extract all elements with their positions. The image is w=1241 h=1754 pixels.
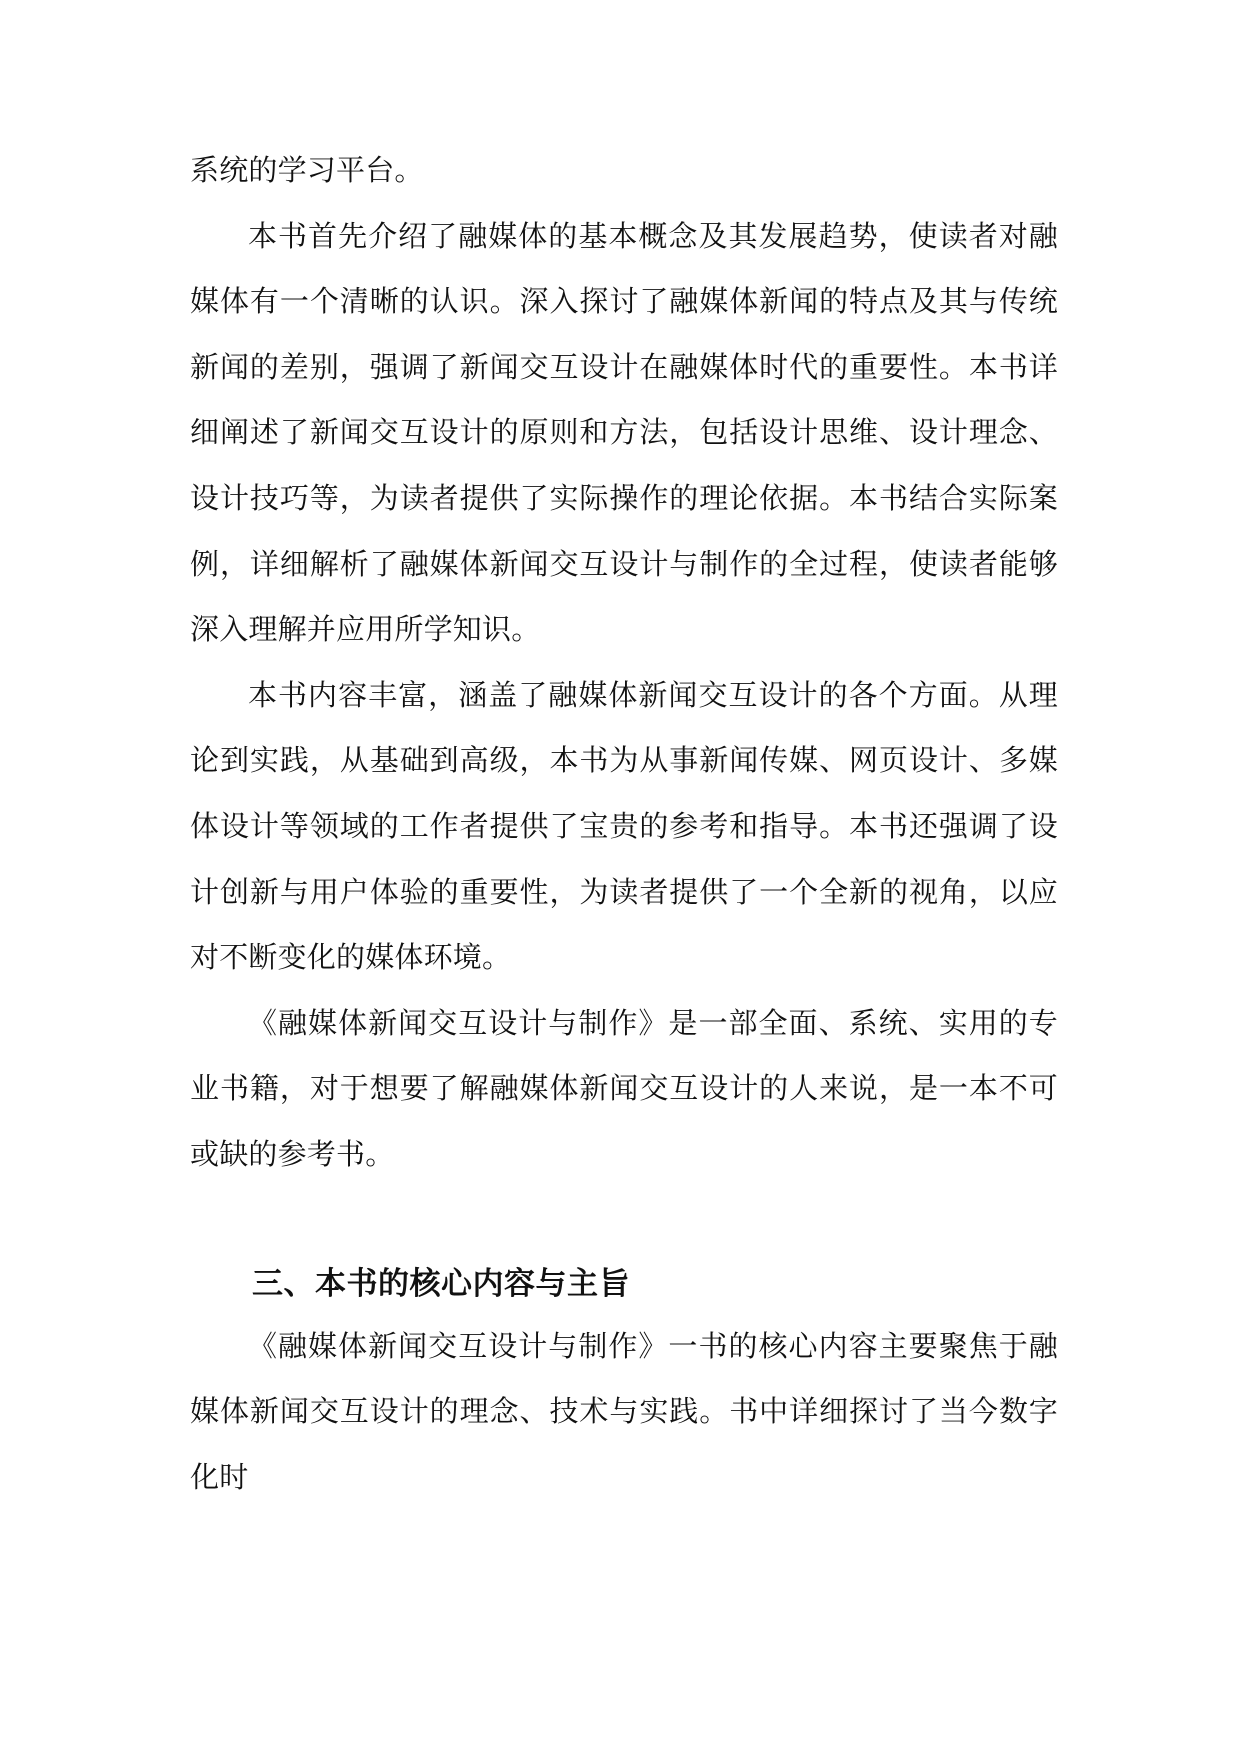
paragraph-book-summary: 《融媒体新闻交互设计与制作》是一部全面、系统、实用的专业书籍，对于想要了解融媒体新闻交互设计的人来说，是一本不可或缺的参考书。: [190, 1005, 1058, 1171]
paragraph-continuation: 系统的学习平台。: [190, 153, 424, 187]
paragraph-core-content: 《融媒体新闻交互设计与制作》一书的核心内容主要聚焦于融媒体新闻交互设计的理念、技术与实践。书中详细探讨了当今数字化时: [190, 1328, 1058, 1494]
paragraph-intro-concepts: 本书首先介绍了融媒体的基本概念及其发展趋势，使读者对融媒体有一个清晰的认识。深入探讨了融媒体新闻的特点及其与传统新闻的差别，强调了新闻交互设计在融媒体时代的重要性。本书详细阐述了新闻交互设计的原则和方法，包括设计思维、设计理念、设计技巧等，为读者提供了实际操作的理论依据。本书结合实际案例，详细解析了融媒体新闻交互设计与制作的全过程，使读者能够深入理解并应用所学知识。: [190, 218, 1058, 647]
paragraph-content-coverage: 本书内容丰富，涵盖了融媒体新闻交互设计的各个方面。从理论到实践，从基础到高级，本书为从事新闻传媒、网页设计、多媒体设计等领域的工作者提供了宝贵的参考和指导。本书还强调了设计创新与用户体验的重要性，为读者提供了一个全新的视角，以应对不断变化的媒体环境。: [190, 677, 1058, 975]
section-heading: 三、本书的核心内容与主旨: [252, 1265, 630, 1302]
document-body: [190, 138, 1058, 1510]
